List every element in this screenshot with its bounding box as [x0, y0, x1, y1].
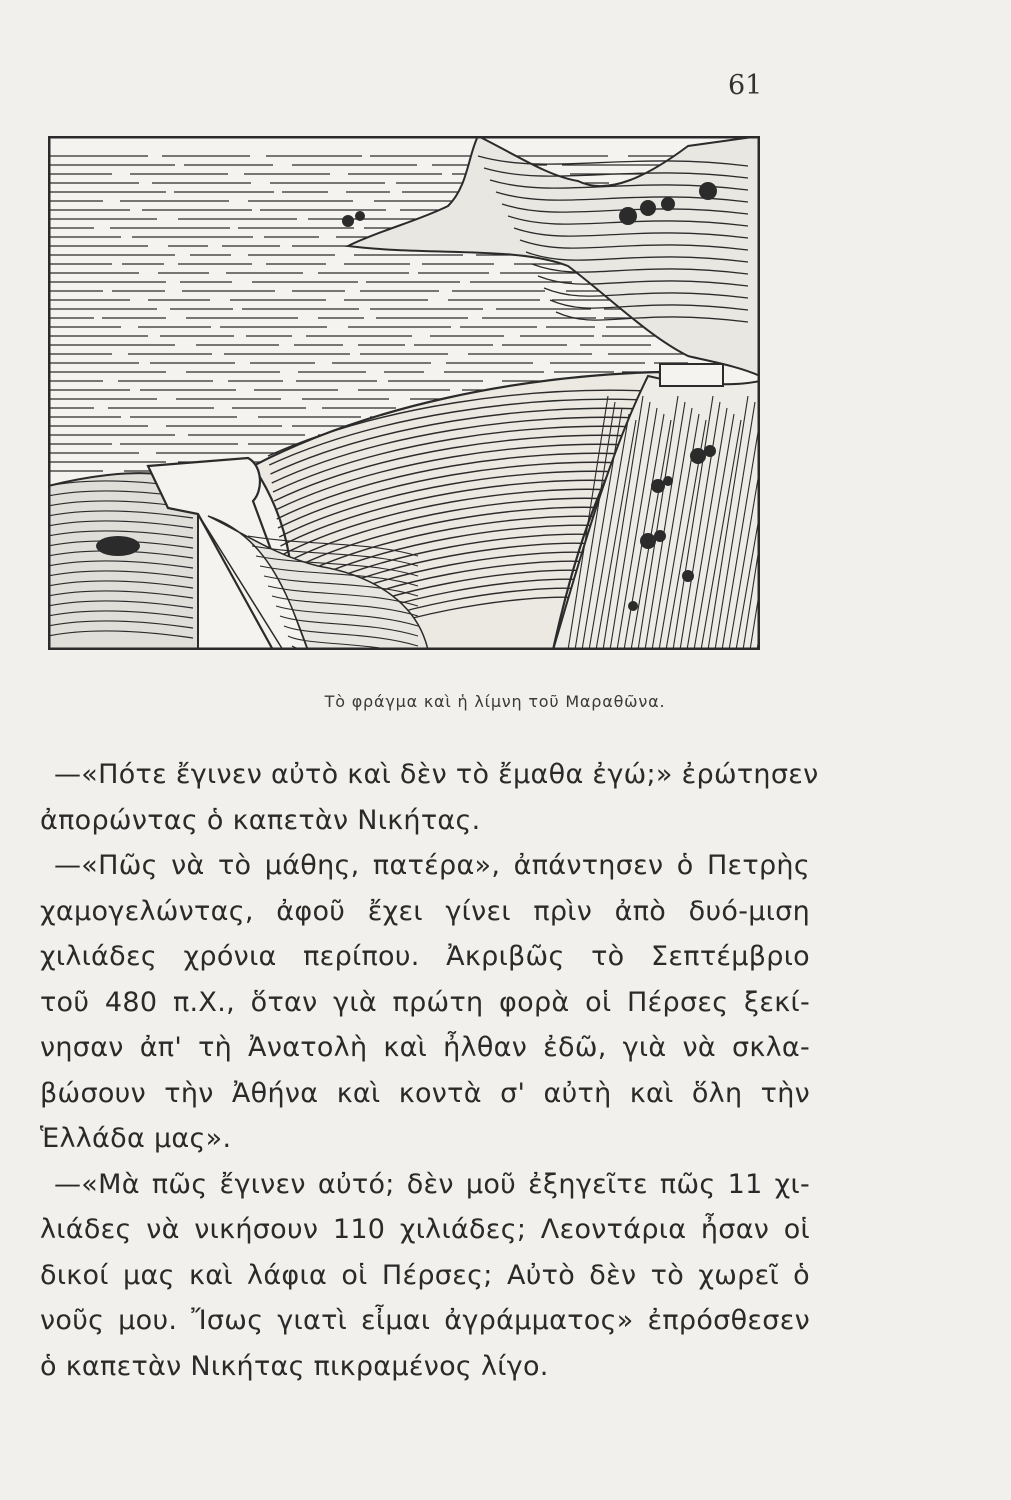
text-line: —«Πῶς νὰ τὸ μάθης, πατέρα», ἀπάντησεν ὁ Πετρὴς [54, 850, 810, 881]
text-line: βώσουν τὴν Ἀθήνα καὶ κοντὰ σ' αὐτὴ καὶ ὅλη τὴν [40, 1077, 810, 1109]
page-number: 61 [728, 70, 763, 101]
text-line: ὁ καπετὰν Νικήτας πικραμένος λίγο. [40, 1350, 549, 1382]
text-line: δικοί μας καὶ λάφια οἱ Πέρσες; Αὐτὸ δὲν τὸ χωρεῖ ὁ [40, 1259, 810, 1291]
text-line: χαμογελώντας, ἀφοῦ ἔχει γίνει πρὶν ἀπὸ δυό-μιση [40, 895, 810, 927]
text-line: νησαν ἀπ' τὴ Ἀνατολὴ καὶ ἦλθαν ἐδῶ, γιὰ νὰ σκλα- [40, 1032, 810, 1063]
text-line: Ἑλλάδα μας». [40, 1123, 232, 1154]
dam-and-lake-picture [48, 136, 760, 650]
body-text [40, 752, 819, 1389]
woodcut-illustration [48, 136, 760, 650]
text-line: —«Μὰ πῶς ἔγινεν αὐτό; δὲν μοῦ ἐξηγεῖτε πῶς 11 χι- [54, 1168, 810, 1200]
figure-caption: Τὸ φράγμα καὶ ἡ λίμνη τοῦ Μαραθῶνα. [324, 692, 666, 711]
text-line: λιάδες νὰ νικήσουν 110 χιλιάδες; Λεοντάρια ἦσαν οἱ [40, 1214, 810, 1245]
text-line: ἀπορώντας ὁ καπετὰν Νικήτας. [40, 804, 481, 836]
text-line: νοῦς μου. Ἴσως γιατὶ εἶμαι ἀγράμματος» ἐπρόσθεσεν [40, 1305, 810, 1336]
text-line: —«Πότε ἔγινεν αὐτὸ καὶ δὲν τὸ ἔμαθα ἐγώ;» ἐρώτησεν [54, 759, 819, 790]
text-line: χιλιάδες χρόνια περίπου. Ἀκριβῶς τὸ Σεπτέμβριο [40, 941, 810, 972]
text-line: τοῦ 480 π.Χ., ὅταν γιὰ πρώτη φορὰ οἱ Πέρσες ξεκί- [40, 986, 810, 1018]
